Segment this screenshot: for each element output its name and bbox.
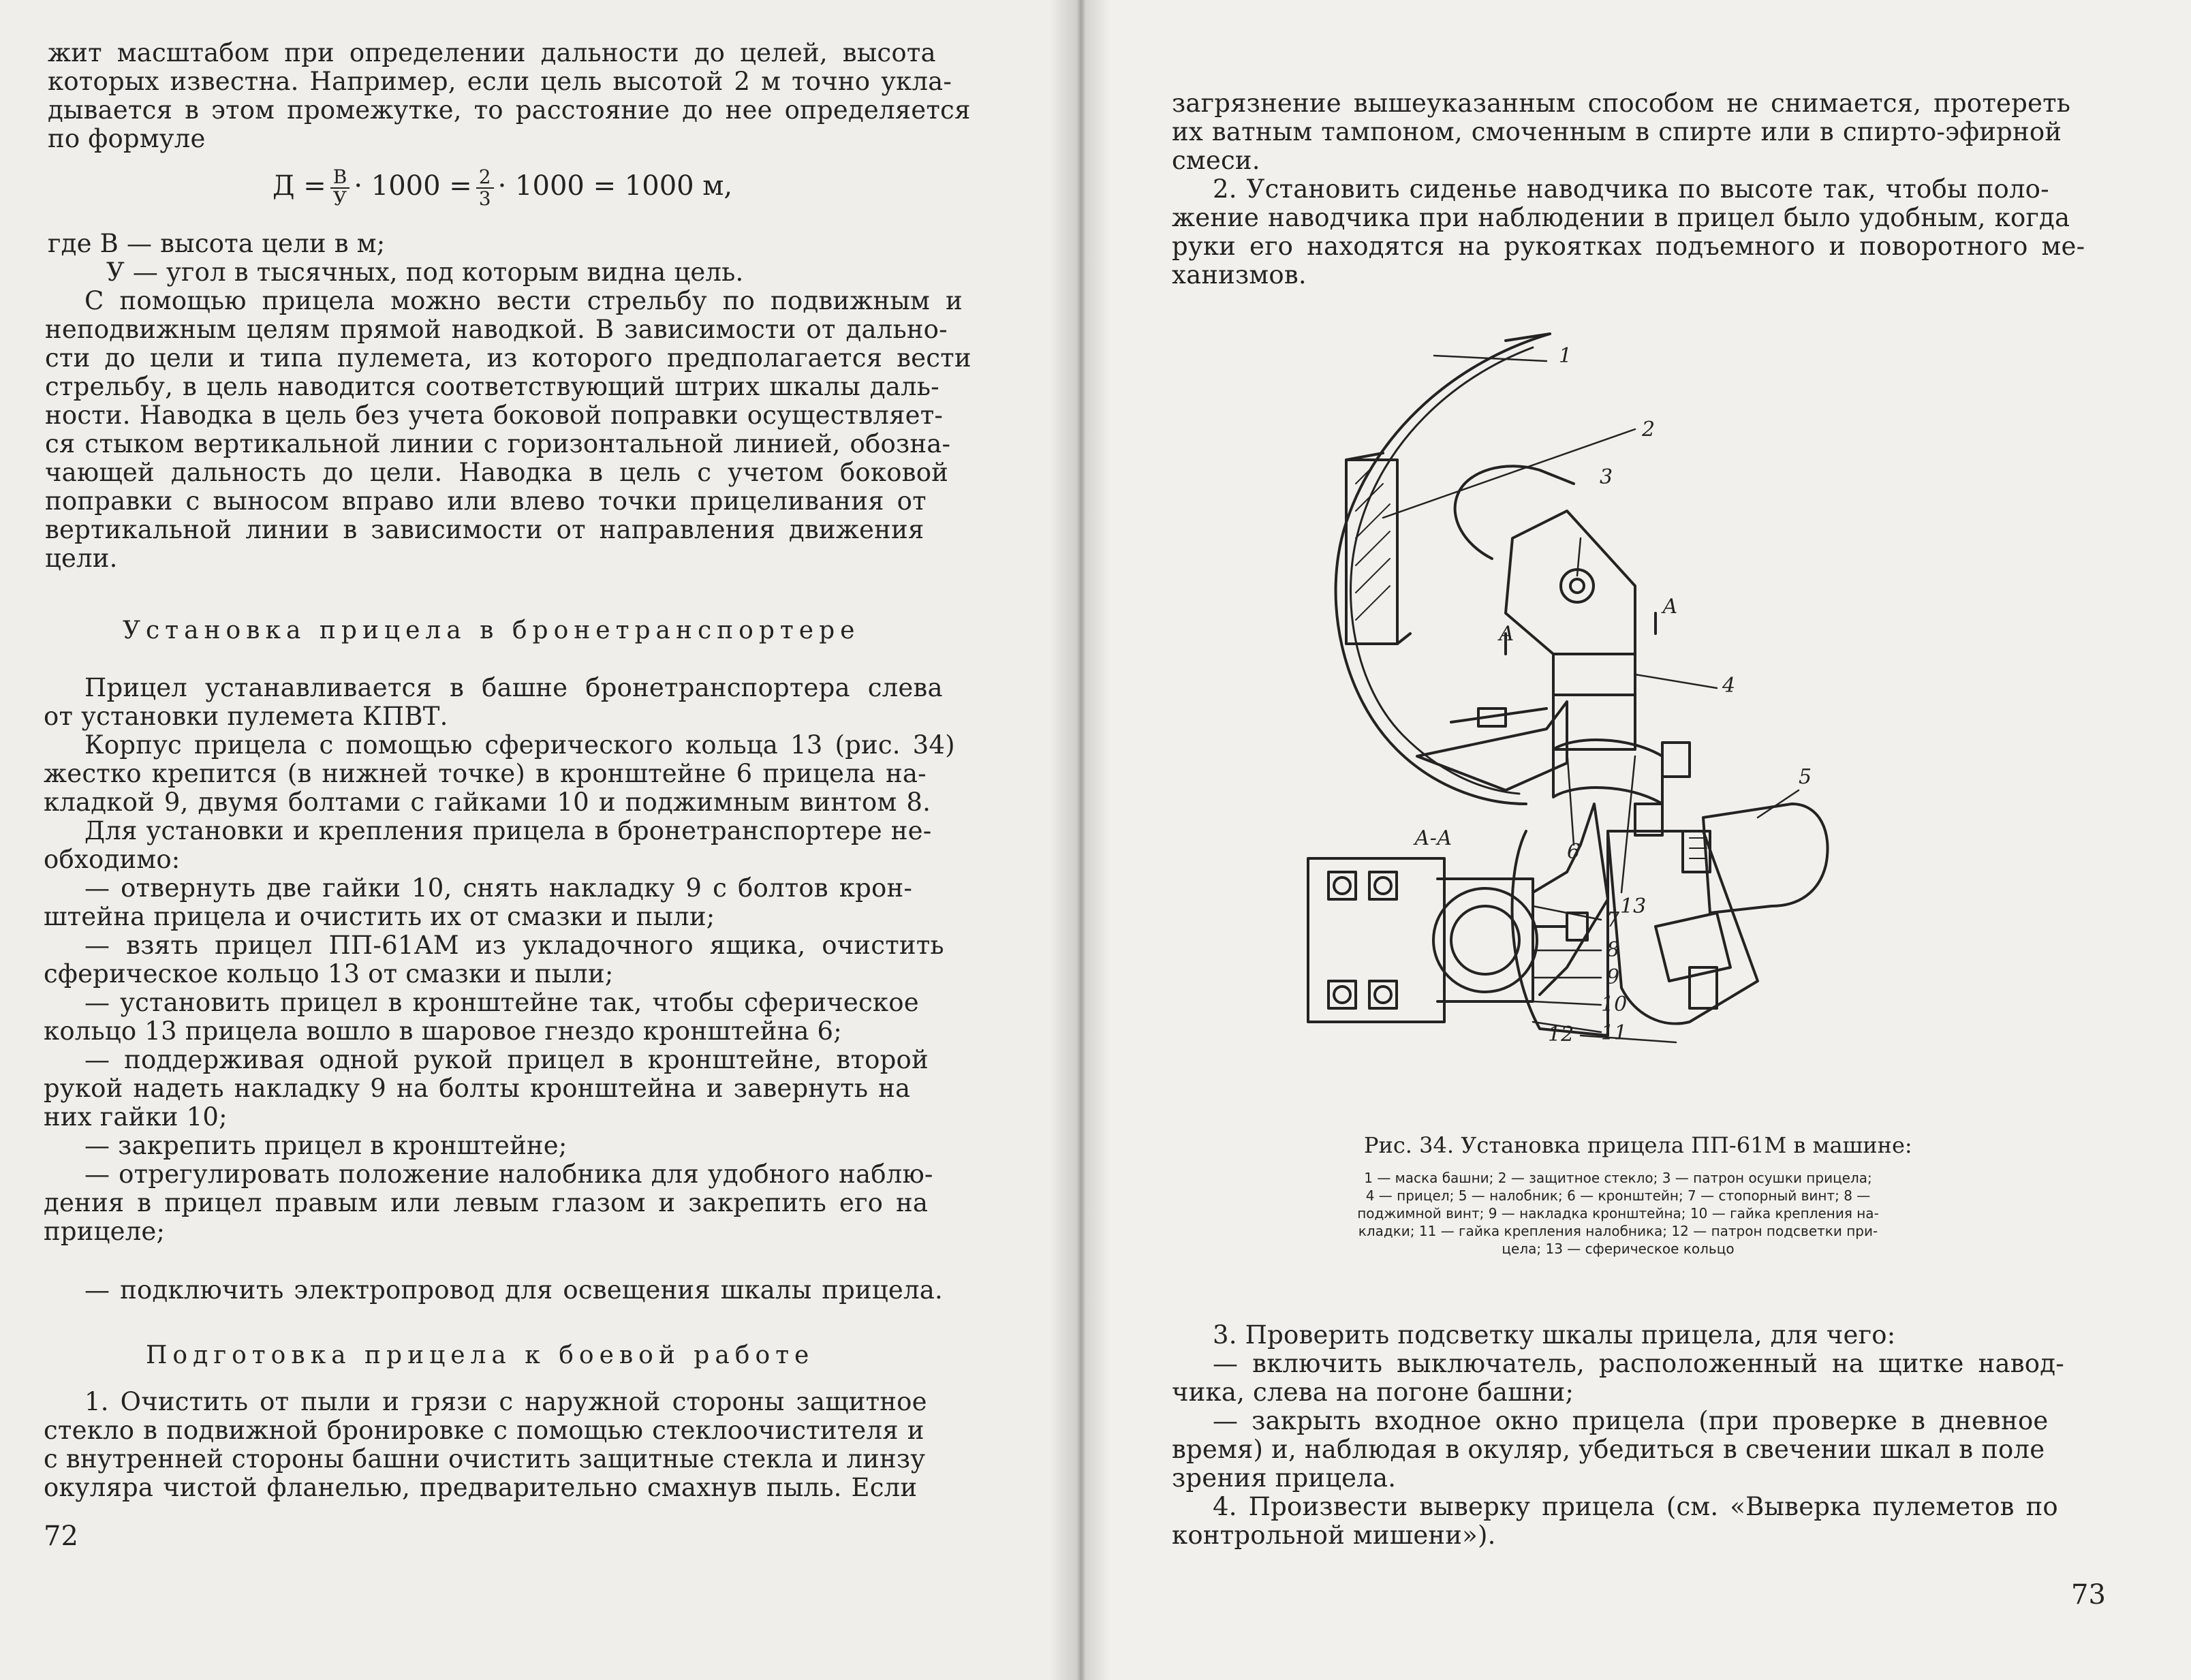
label-9: 9	[1606, 965, 1620, 989]
text-line: контрольной мишени»).	[1172, 1521, 1496, 1550]
label-1: 1	[1559, 344, 1572, 368]
text-line: — установить прицел в кронштейне так, чтобы сферическое	[84, 988, 919, 1017]
sight-body	[1506, 511, 1635, 749]
label-5: 5	[1799, 765, 1812, 789]
cut-mark-label: А	[1499, 622, 1514, 646]
figure-caption-line: цела; 13 — сферическое кольцо	[1502, 1241, 1735, 1257]
figure-caption-line: поджимной винт; 9 — накладка кронштейна; 10 — гайка крепления на-	[1357, 1205, 1879, 1222]
text-line: дывается в этом промежутке, то расстояние до нее определяется	[48, 95, 971, 125]
text-line: кладкой 9, двумя болтами с гайками 10 и поджимным винтом 8.	[44, 788, 931, 817]
page-number: 73	[2071, 1579, 2106, 1611]
figure-caption-line: кладки; 11 — гайка крепления налобника; 12 — патрон подсветки при-	[1358, 1223, 1878, 1239]
text-line: С помощью прицела можно вести стрельбу по подвижным и	[84, 286, 963, 315]
text-line: их ватным тампоном, смоченным в спирте или в спирто-эфирной	[1172, 117, 2062, 146]
text-line: где В — высота цели в м;	[48, 229, 386, 258]
text-line: 1. Очистить от пыли и грязи с наружной стороны защитное	[84, 1387, 927, 1416]
text-line: — поддерживая одной рукой прицел в кронштейне, второй	[84, 1045, 929, 1074]
fraction-denominator: У	[332, 187, 347, 210]
label-6: 6	[1567, 840, 1581, 864]
text-line: жит масштабом при определении дальности до целей, высота	[48, 38, 936, 67]
text-line: вертикальной линии в зависимости от направления движения	[45, 515, 924, 544]
fraction-numerator: В	[330, 167, 350, 189]
section-heading: Установка прицела в бронетранспортере	[123, 617, 860, 644]
text-line: кольцо 13 прицела вошло в шаровое гнездо кронштейна 6;	[44, 1016, 842, 1046]
label-11: 11	[1601, 1021, 1628, 1045]
formula-rhs: · 1000 = 1000 м,	[497, 170, 733, 202]
text-line: — включить выключатель, расположенный на щитке навод-	[1213, 1349, 2064, 1378]
figure-caption-line: 4 — прицел; 5 — налобник; 6 — кронштейн; 7 — стопорный винт; 8 —	[1365, 1187, 1871, 1204]
text-line: — отрегулировать положение налобника для удобного наблю-	[84, 1160, 933, 1189]
turret-mask	[1336, 334, 1550, 804]
text-line: сферическое кольцо 13 от смазки и пыли;	[44, 959, 614, 989]
sight-installation-diagram	[1281, 313, 2030, 1090]
text-line: У — угол в тысячных, под которым видна цель.	[106, 258, 744, 287]
label-10: 10	[1601, 993, 1628, 1016]
label-2: 2	[1642, 418, 1656, 441]
text-line: от установки пулемета КПВТ.	[44, 702, 448, 731]
text-line: время) и, наблюдая в окуляр, убедиться в свечении шкал в поле	[1172, 1435, 2045, 1464]
label-7: 7	[1606, 908, 1620, 932]
text-line: чика, слева на погоне башни;	[1172, 1378, 1574, 1407]
text-line: дения в прицел правым или левым глазом и закрепить его на	[44, 1188, 929, 1217]
text-line: по формуле	[48, 124, 206, 153]
text-line: смеси.	[1172, 146, 1260, 175]
text-line: прицеле;	[44, 1217, 166, 1246]
text-line: — подключить электропровод для освещения шкалы прицела.	[84, 1275, 943, 1305]
text-line: поправки с выносом вправо или влево точки прицеливания от	[45, 486, 927, 516]
text-line: 3. Проверить подсветку шкалы прицела, для чего:	[1213, 1320, 1896, 1350]
text-line: с внутренней стороны башни очистить защитные стекла и линзу	[44, 1444, 926, 1474]
text-line: которых известна. Например, если цель высотой 2 м точно укла-	[48, 67, 952, 96]
text-line: них гайки 10;	[44, 1102, 228, 1132]
text-line: — закрыть входное окно прицела (при проверке в дневное	[1213, 1406, 2049, 1435]
text-line: Корпус прицела с помощью сферического кольца 13 (рис. 34)	[84, 730, 955, 760]
text-line: жестко крепится (в нижней точке) в кронштейне 6 прицела на-	[44, 759, 927, 788]
text-line: чающей дальность до цели. Наводка в цель с учетом боковой	[45, 458, 949, 487]
text-line: — взять прицел ПП-61АМ из укладочного ящика, очистить	[84, 931, 944, 960]
formula-mid: · 1000 =	[354, 170, 472, 202]
text-line: руки его находятся на рукоятках подъемного и поворотного ме-	[1172, 232, 2085, 261]
text-line: 4. Произвести выверку прицела (см. «Выверка пулеметов по	[1213, 1492, 2058, 1521]
text-line: ся стыком вертикальной линии с горизонтальной линией, обозна-	[45, 429, 951, 458]
text-line: загрязнение вышеуказанным способом не снимается, протереть	[1172, 89, 2071, 118]
text-line: Для установки и крепления прицела в бронетранспортере не-	[84, 816, 932, 845]
text-line: ханизмов.	[1172, 260, 1307, 290]
label-3: 3	[1600, 465, 1613, 489]
text-line: — отвернуть две гайки 10, снять накладку 9 с болтов крон-	[84, 873, 913, 903]
figure-caption-line: 1 — маска башни; 2 — защитное стекло; 3 — патрон осушки прицела;	[1364, 1170, 1872, 1186]
text-line: сти до цели и типа пулемета, из которого предполагается вести	[45, 343, 972, 373]
section-heading: Подготовка прицела к боевой работе	[146, 1341, 815, 1369]
headrest	[1703, 804, 1828, 913]
text-line: стрельбу, в цель наводится соответствующий штрих шкалы даль-	[45, 372, 939, 401]
text-line: 2. Установить сиденье наводчика по высоте так, чтобы поло-	[1213, 174, 2049, 204]
text-line: неподвижным целям прямой наводкой. В зависимости от дально-	[45, 315, 948, 344]
left-page	[0, 0, 1071, 1680]
label-4: 4	[1722, 674, 1736, 698]
section-a-a-label: А-А	[1414, 826, 1452, 850]
text-line: цели.	[45, 544, 118, 573]
text-line: рукой надеть накладку 9 на болты кронштейна и завернуть на	[44, 1074, 911, 1103]
page-number: 72	[44, 1521, 78, 1552]
range-formula	[273, 162, 732, 210]
label-13: 13	[1620, 895, 1647, 918]
text-line: стекло в подвижной бронировке с помощью стеклоочистителя и	[44, 1416, 924, 1445]
text-line: штейна прицела и очистить их от смазки и пыли;	[44, 902, 715, 931]
text-line: жение наводчика при наблюдении в прицел было удобным, когда	[1172, 203, 2070, 232]
figure-caption-title: Рис. 34. Установка прицела ПП-61М в машине:	[1364, 1132, 1912, 1158]
text-line: — закрепить прицел в кронштейне;	[84, 1131, 568, 1160]
text-line: Прицел устанавливается в башне бронетранспортера слева	[84, 673, 943, 702]
text-line: зрения прицела.	[1172, 1463, 1397, 1493]
fraction-denominator: 3	[478, 187, 491, 210]
text-line: обходимо:	[44, 845, 181, 874]
text-line: окуляра чистой фланелью, предварительно смахнув пыль. Если	[44, 1473, 918, 1502]
cut-mark-label: А	[1662, 595, 1678, 619]
label-8: 8	[1606, 938, 1620, 962]
formula-lhs: Д =	[273, 170, 326, 202]
text-line: ности. Наводка в цель без учета боковой поправки осуществляет-	[45, 401, 944, 430]
fraction-numerator: 2	[476, 167, 494, 189]
label-12: 12	[1548, 1023, 1574, 1046]
